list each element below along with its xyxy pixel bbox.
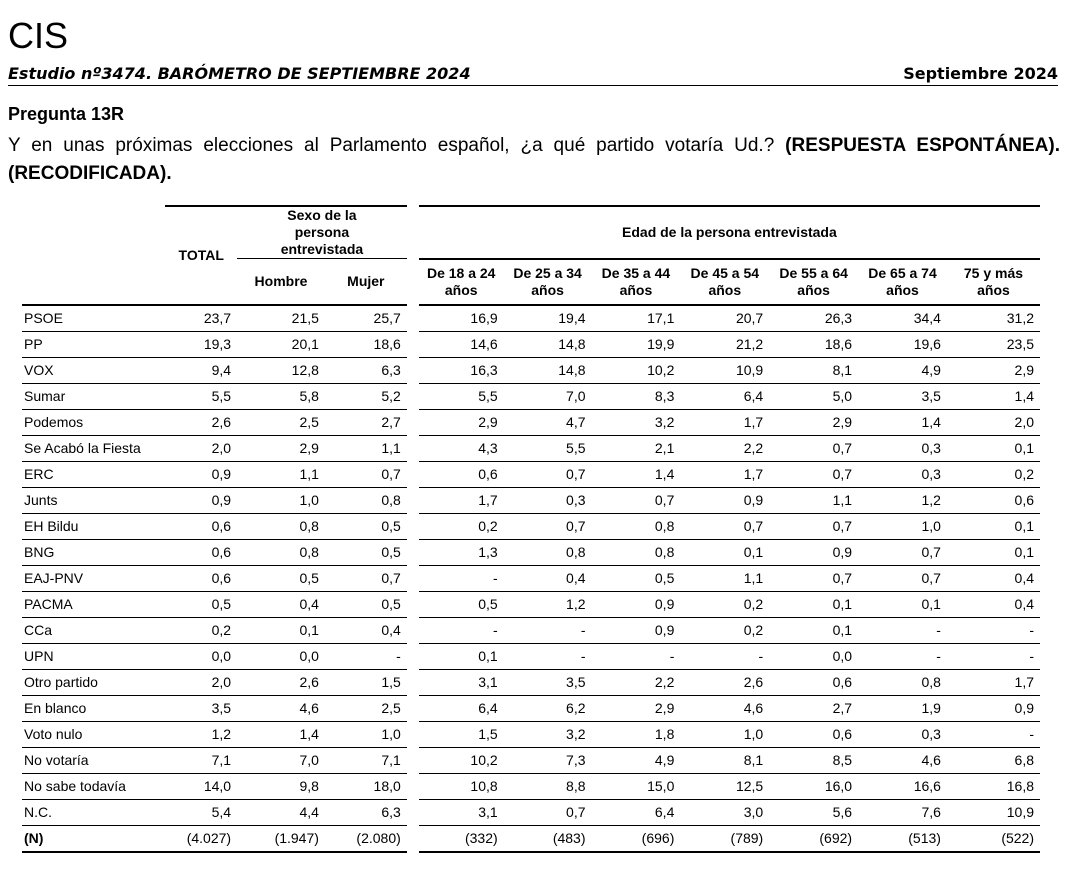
table-cell: 1,1 [680,565,769,591]
table-cell: 0,1 [947,435,1040,461]
table-cell: (513) [858,825,947,852]
table-cell: 6,3 [325,799,413,825]
table-cell: 3,5 [858,383,947,409]
table-cell: 4,9 [858,357,947,383]
table-cell: 1,7 [413,487,504,513]
table-cell: 12,8 [237,357,325,383]
table-cell: - [947,643,1040,669]
table-cell: (522) [947,825,1040,852]
row-label: PP [22,331,165,357]
table-cell: 0,7 [769,435,858,461]
table-cell: 0,3 [858,721,947,747]
table-cell: 0,8 [237,539,325,565]
table-cell: 0,6 [165,513,237,539]
table-cell: (789) [680,825,769,852]
row-label: No votaría [22,747,165,773]
table-cell: 0,4 [947,565,1040,591]
table-cell: - [680,643,769,669]
sex-group-header: Sexo de la persona entrevistada [237,206,413,259]
table-cell: 1,0 [680,721,769,747]
table-cell: 0,5 [413,591,504,617]
table-cell: 0,8 [592,539,681,565]
table-cell: (696) [592,825,681,852]
table-cell: 1,1 [325,435,413,461]
table-cell: 6,8 [947,747,1040,773]
table-cell: 1,2 [858,487,947,513]
table-cell: 0,7 [769,565,858,591]
table-row [22,617,1040,643]
table-cell: 0,1 [413,643,504,669]
table-cell: 0,4 [237,591,325,617]
table-cell: 0,5 [325,539,413,565]
column-header: De 65 a 74 años [858,259,947,305]
table-cell: 4,3 [413,435,504,461]
table-cell: 16,3 [413,357,504,383]
table-cell: 0,1 [858,591,947,617]
table-cell: 9,4 [165,357,237,383]
table-cell: 2,9 [769,409,858,435]
row-label: N.C. [22,799,165,825]
row-label: Voto nulo [22,721,165,747]
table-cell: 0,7 [592,487,681,513]
table-cell: 16,9 [413,305,504,332]
table-cell: 0,9 [592,617,681,643]
table-cell: 8,5 [769,747,858,773]
table-row [22,695,1040,721]
table-cell: 3,1 [413,669,504,695]
table-cell: 1,2 [165,721,237,747]
table-cell: 3,2 [592,409,681,435]
table-cell: 0,9 [165,487,237,513]
table-row [22,591,1040,617]
table-cell: 0,8 [237,513,325,539]
table-cell: 6,4 [413,695,504,721]
table-cell: 1,9 [858,695,947,721]
table-cell: 2,9 [237,435,325,461]
table-cell: 1,7 [680,461,769,487]
row-label: EAJ-PNV [22,565,165,591]
question-body: Y en unas próximas elecciones al Parlamento español, ¿a qué partido votaría Ud.? [8,135,786,156]
table-cell: 2,5 [325,695,413,721]
row-label: Se Acabó la Fiesta [22,435,165,461]
column-header: Hombre [237,259,325,305]
table-cell: 1,1 [769,487,858,513]
table-cell: 2,2 [592,669,681,695]
table-cell: 16,8 [947,773,1040,799]
table-cell: 14,8 [504,331,592,357]
table-cell: 1,0 [237,487,325,513]
row-label: UPN [22,643,165,669]
table-cell: 0,0 [165,643,237,669]
corner-cell [22,206,165,305]
table-cell: 20,1 [237,331,325,357]
table-row [22,721,1040,747]
table-cell: 7,0 [504,383,592,409]
table-cell: 7,1 [165,747,237,773]
table-cell: 0,5 [165,591,237,617]
table-row [22,461,1040,487]
table-cell: 0,8 [325,487,413,513]
row-label: ERC [22,461,165,487]
table-cell: 2,9 [413,409,504,435]
table-cell: - [413,565,504,591]
table-row [22,357,1040,383]
table-cell: 3,5 [165,695,237,721]
results-table [22,205,1040,853]
table-cell: 0,1 [947,539,1040,565]
table-row [22,539,1040,565]
table-cell: (332) [413,825,504,852]
column-header: De 25 a 34 años [504,259,592,305]
cis-logo: CIS [8,15,69,56]
table-cell: 5,8 [237,383,325,409]
table-cell: 0,4 [325,617,413,643]
table-cell: 0,9 [592,591,681,617]
table-cell: 31,2 [947,305,1040,332]
table-cell: (692) [769,825,858,852]
table-cell: 0,9 [680,487,769,513]
table-cell: 0,7 [325,565,413,591]
table-cell: 1,0 [325,721,413,747]
table-row [22,799,1040,825]
table-cell: 2,5 [237,409,325,435]
table-cell: 34,4 [858,305,947,332]
table-cell: 15,0 [592,773,681,799]
study-date: Septiembre 2024 [903,64,1058,83]
table-cell: 0,2 [680,617,769,643]
table-cell: 2,9 [947,357,1040,383]
table-cell: 23,5 [947,331,1040,357]
table-cell: 5,5 [165,383,237,409]
table-cell: 0,9 [947,695,1040,721]
table-cell: 0,7 [769,513,858,539]
table-cell: 6,4 [680,383,769,409]
table-cell: 23,7 [165,305,237,332]
table-cell: - [504,617,592,643]
table-cell: 8,1 [769,357,858,383]
table-cell: 7,3 [504,747,592,773]
table-cell: 0,5 [325,513,413,539]
row-label: Podemos [22,409,165,435]
table-cell: - [947,721,1040,747]
table-cell: 7,0 [237,747,325,773]
table-cell: - [325,643,413,669]
table-cell: 4,6 [680,695,769,721]
table-row [22,643,1040,669]
table-cell: 1,5 [413,721,504,747]
row-label: Sumar [22,383,165,409]
table-cell: 0,7 [504,799,592,825]
table-cell: 1,1 [237,461,325,487]
table-cell: 0,4 [504,565,592,591]
table-row [22,305,1040,332]
table-cell: 1,4 [592,461,681,487]
table-cell: - [592,643,681,669]
table-cell: 4,6 [858,747,947,773]
table-cell: 3,5 [504,669,592,695]
table-cell: 10,9 [680,357,769,383]
table-cell: 0,1 [769,617,858,643]
table-cell: 0,7 [769,461,858,487]
table-row [22,383,1040,409]
table-cell: 16,6 [858,773,947,799]
row-label: (N) [22,825,165,852]
row-label: Otro partido [22,669,165,695]
table-cell: 14,8 [504,357,592,383]
table-cell: 0,5 [237,565,325,591]
column-header: De 55 a 64 años [769,259,858,305]
table-cell: 0,8 [858,669,947,695]
column-header: Mujer [325,259,413,305]
table-cell: 1,3 [413,539,504,565]
table-cell: 0,4 [947,591,1040,617]
table-cell: (1.947) [237,825,325,852]
table-cell: 21,2 [680,331,769,357]
table-cell: 2,0 [165,669,237,695]
table-cell: 17,1 [592,305,681,332]
row-label: CCa [22,617,165,643]
study-header [8,63,1058,86]
row-label: EH Bildu [22,513,165,539]
table-cell: 0,7 [680,513,769,539]
row-label: No sabe todavía [22,773,165,799]
table-row [22,487,1040,513]
table-cell: 2,7 [769,695,858,721]
table-row [22,565,1040,591]
table-cell: 0,5 [592,565,681,591]
table-cell: 0,2 [680,591,769,617]
table-cell: 0,9 [769,539,858,565]
table-cell: 0,1 [237,617,325,643]
table-cell: 9,8 [237,773,325,799]
table-row [22,669,1040,695]
table-cell: 0,0 [237,643,325,669]
table-cell: 3,0 [680,799,769,825]
table-cell: 5,2 [325,383,413,409]
table-cell: 0,0 [769,643,858,669]
table-row [22,513,1040,539]
table-cell: 0,8 [504,539,592,565]
table-cell: 10,9 [947,799,1040,825]
table-cell: 0,3 [858,461,947,487]
row-label: PACMA [22,591,165,617]
row-label: En blanco [22,695,165,721]
table-cell: 0,2 [947,461,1040,487]
table-row [22,773,1040,799]
table-cell: 0,6 [165,539,237,565]
table-row [22,409,1040,435]
table-row [22,435,1040,461]
table-cell: 2,9 [592,695,681,721]
table-cell: 5,4 [165,799,237,825]
row-label: Junts [22,487,165,513]
column-header: De 45 a 54 años [680,259,769,305]
table-cell: 21,5 [237,305,325,332]
table-cell: 18,0 [325,773,413,799]
table-cell: 2,2 [680,435,769,461]
row-label: BNG [22,539,165,565]
column-header: 75 y más años [947,259,1040,305]
table-cell: 0,1 [947,513,1040,539]
table-cell: (483) [504,825,592,852]
table-cell: 2,1 [592,435,681,461]
table-cell: 18,6 [325,331,413,357]
total-header: TOTAL [165,206,237,305]
table-cell: 0,8 [592,513,681,539]
table-cell: 0,7 [858,539,947,565]
table-cell: 0,1 [680,539,769,565]
table-cell: - [858,617,947,643]
question-title: Pregunta 13R [8,104,125,124]
table-cell: 8,8 [504,773,592,799]
column-header: De 18 a 24 años [413,259,504,305]
table-cell: 4,9 [592,747,681,773]
table-cell: 5,6 [769,799,858,825]
table-cell: 1,5 [325,669,413,695]
row-label: PSOE [22,305,165,332]
table-cell: 2,0 [947,409,1040,435]
table-body [22,305,1040,852]
table-cell: 0,2 [165,617,237,643]
table-cell: 1,4 [947,383,1040,409]
table-cell: 1,4 [858,409,947,435]
table-cell: 4,7 [504,409,592,435]
table-cell: 0,1 [769,591,858,617]
table-cell: 0,3 [858,435,947,461]
table-cell: 10,8 [413,773,504,799]
table-cell: 0,7 [858,565,947,591]
table-cell: 0,6 [165,565,237,591]
table-cell: 2,6 [680,669,769,695]
table-cell: 0,3 [504,487,592,513]
table-cell: 1,2 [504,591,592,617]
table-cell: 3,1 [413,799,504,825]
table-cell: 0,7 [325,461,413,487]
table-cell: - [947,617,1040,643]
table-cell: 4,4 [237,799,325,825]
table-cell: 5,5 [413,383,504,409]
table-cell: 2,7 [325,409,413,435]
table-cell: 19,6 [858,331,947,357]
table-cell: 7,1 [325,747,413,773]
table-cell: 20,7 [680,305,769,332]
table-cell: 6,4 [592,799,681,825]
table-cell: 0,6 [769,721,858,747]
table-cell: 2,6 [165,409,237,435]
table-cell: 1,0 [858,513,947,539]
table-cell: 10,2 [592,357,681,383]
n-row [22,825,1040,852]
table-cell: 12,5 [680,773,769,799]
table-cell: 1,8 [592,721,681,747]
table-cell: - [504,643,592,669]
row-label: VOX [22,357,165,383]
table-cell: 7,6 [858,799,947,825]
table-cell: 19,9 [592,331,681,357]
table-cell: 19,3 [165,331,237,357]
table-cell: 1,7 [947,669,1040,695]
table-row [22,747,1040,773]
table-cell: 0,2 [413,513,504,539]
table-cell: 8,1 [680,747,769,773]
table-cell: 6,2 [504,695,592,721]
table-cell: 0,5 [325,591,413,617]
table-cell: - [858,643,947,669]
table-cell: 8,3 [592,383,681,409]
column-header: De 35 a 44 años [592,259,681,305]
table-cell: 4,6 [237,695,325,721]
table-cell: 5,0 [769,383,858,409]
table-cell: 2,6 [237,669,325,695]
table-cell: 0,6 [413,461,504,487]
table-cell: 0,9 [165,461,237,487]
table-cell: 0,7 [504,461,592,487]
table-cell: 6,3 [325,357,413,383]
table-cell: 2,0 [165,435,237,461]
table-row [22,331,1040,357]
table-cell: (2.080) [325,825,413,852]
study-title: Estudio nº3474. BARÓMETRO DE SEPTIEMBRE 2024 [8,64,471,83]
table-cell: 25,7 [325,305,413,332]
table-cell: 14,6 [413,331,504,357]
age-group-header: Edad de la persona entrevistada [413,206,1040,259]
table-cell: 10,2 [413,747,504,773]
table-cell: - [413,617,504,643]
question-text [8,132,1060,188]
question-note: (RESPUESTA ESPONTÁNEA). (RECODIFICADA). [8,135,1060,184]
table-cell: 0,6 [769,669,858,695]
table-cell: 19,4 [504,305,592,332]
table-cell: 0,6 [947,487,1040,513]
table-cell: 16,0 [769,773,858,799]
table-cell: 5,5 [504,435,592,461]
table-cell: 1,7 [680,409,769,435]
table-cell: 1,4 [237,721,325,747]
table-cell: 3,2 [504,721,592,747]
table-cell: 14,0 [165,773,237,799]
table-cell: 26,3 [769,305,858,332]
table-cell: (4.027) [165,825,237,852]
table-cell: 0,7 [504,513,592,539]
table-cell: 18,6 [769,331,858,357]
